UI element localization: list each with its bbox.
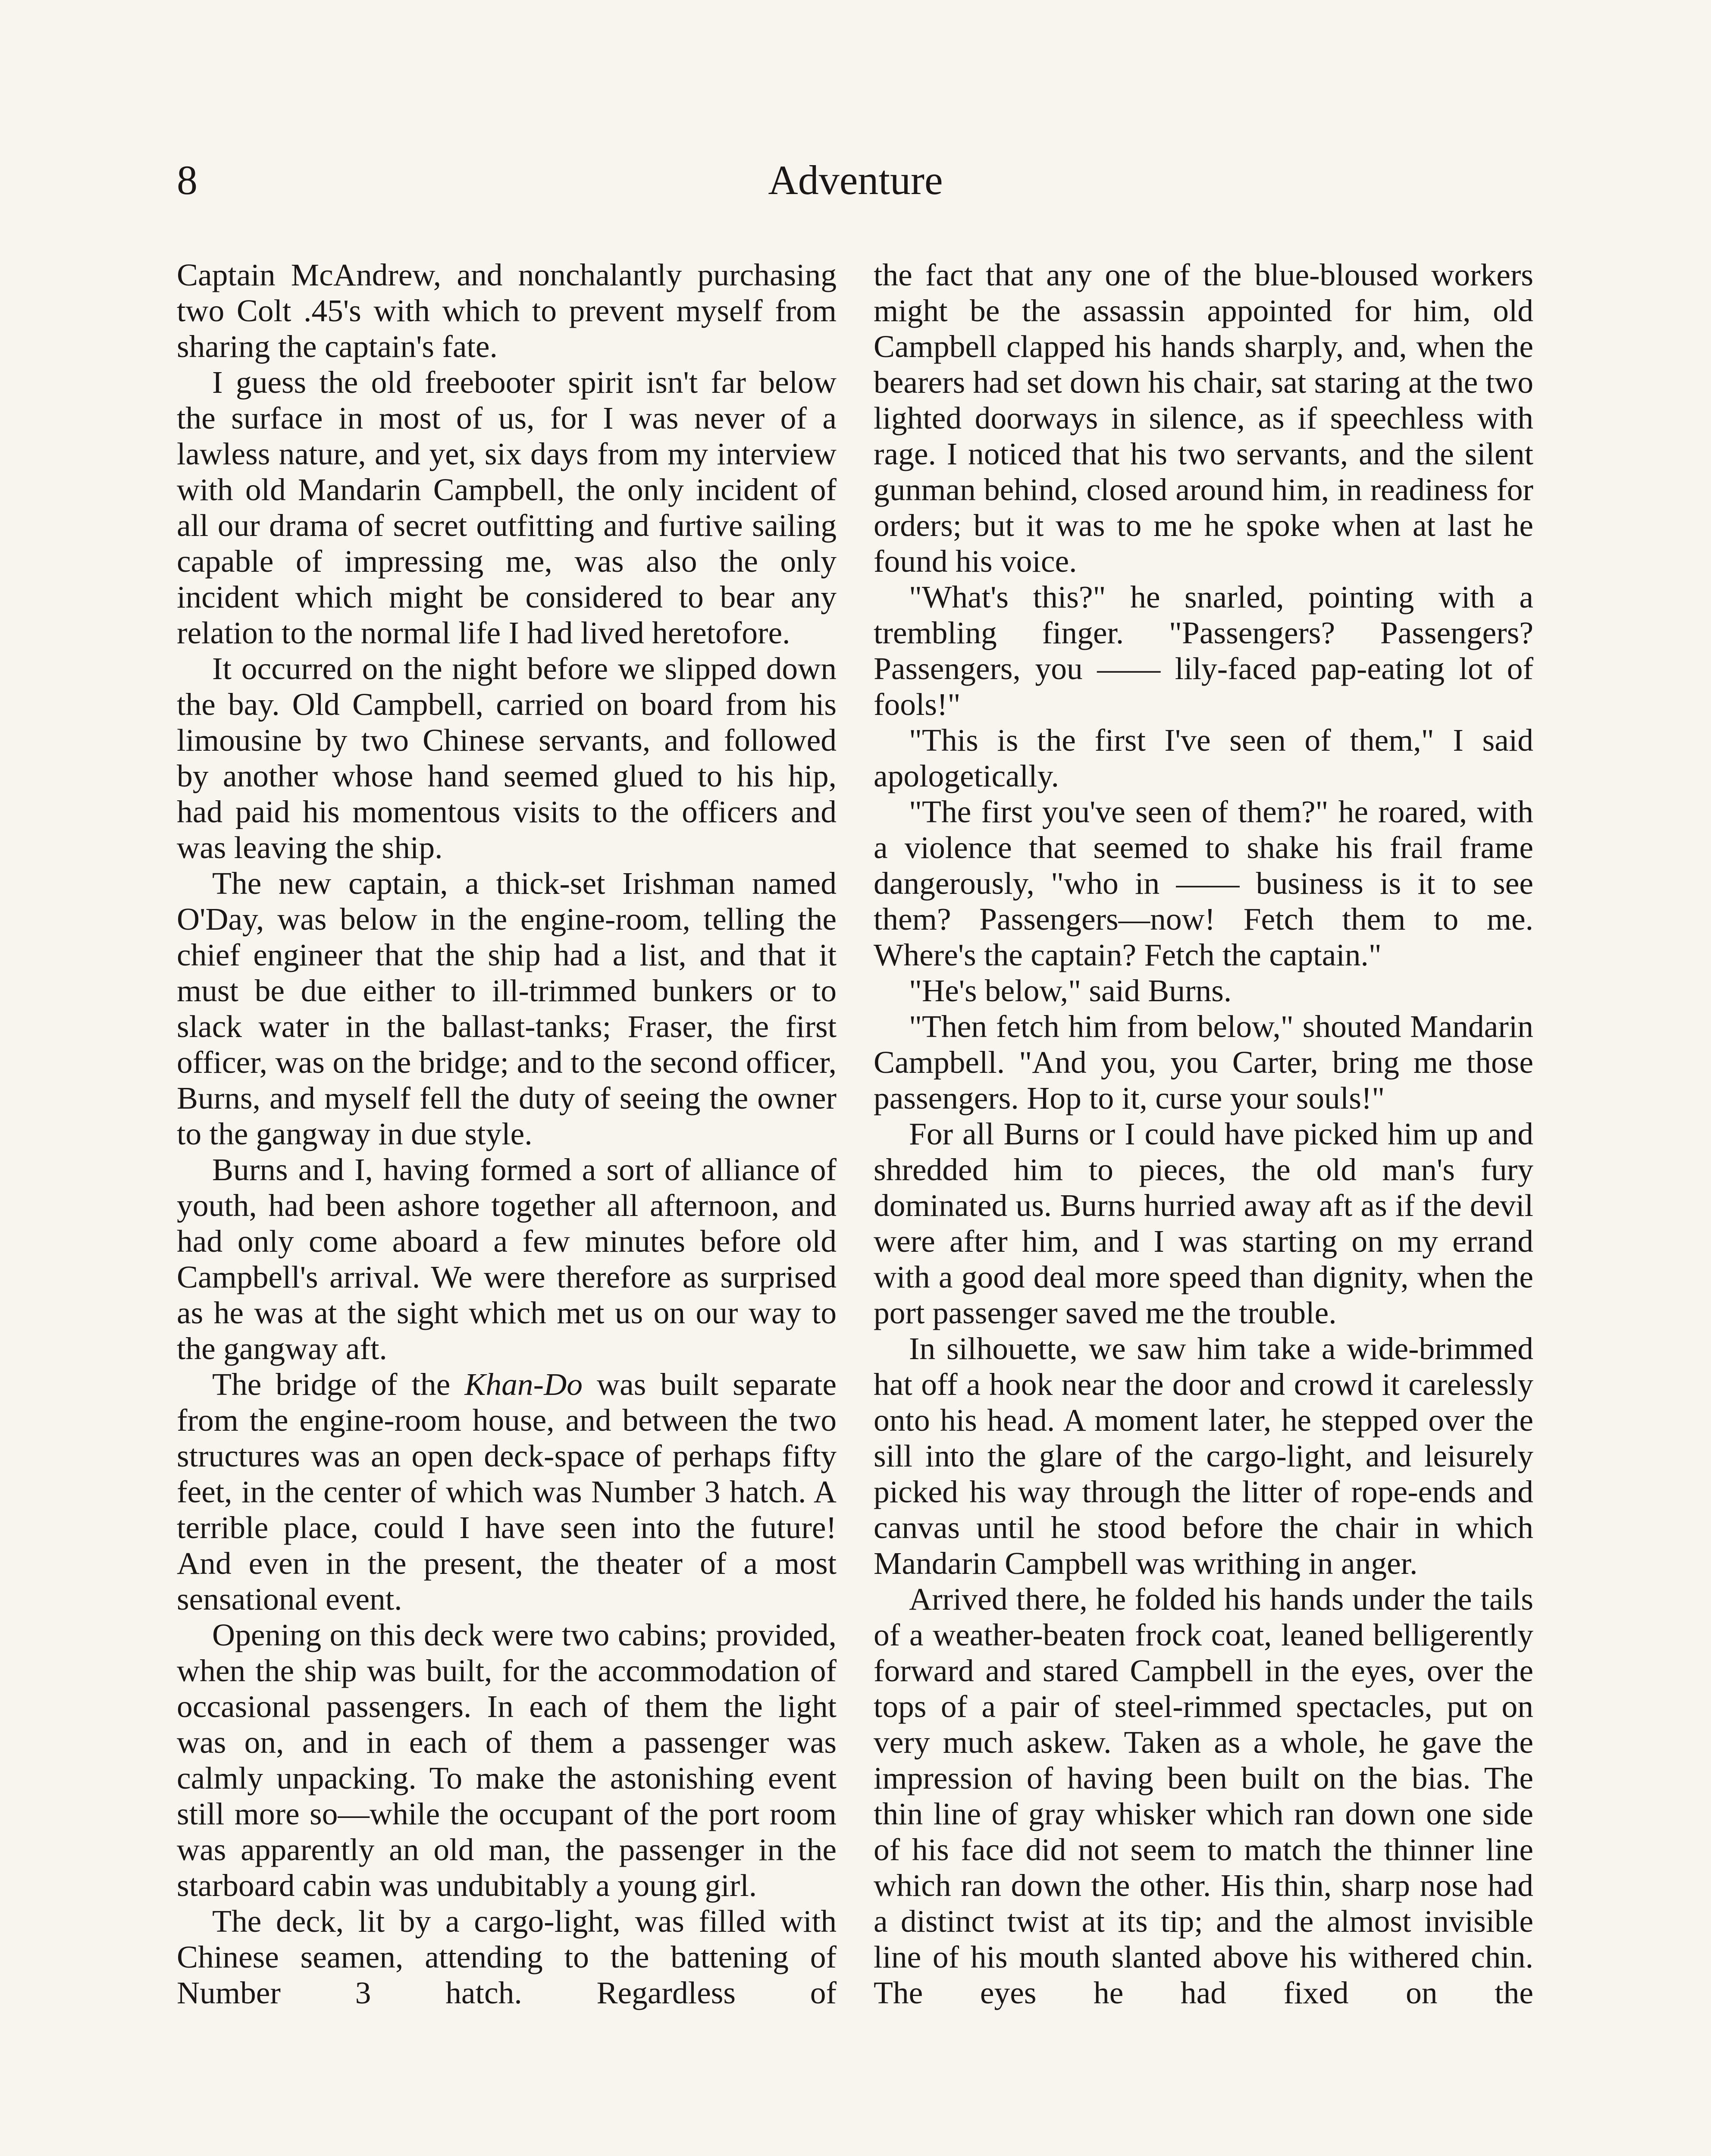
paragraph: "What's this?" he snarled, pointing with a trembling finger. "Passengers? Passengers? Passengers, you —— lily-faced pap-eating lot of fools!" [874,580,1533,722]
page-number: 8 [177,157,197,203]
paragraph: "This is the first I've seen of them," I said apologetically. [874,723,1533,793]
paragraph: I guess the old freebooter spirit isn't far below the surface in most of us, for I was never of a lawless nature, and yet, six days from my interview with old Mandarin Campbell, the only incident of all our drama of secret outfitting and furtive sailing capable of impressing me, was also the only incident which might be considered to bear any relation to the normal life I had lived heretofore. [177,365,837,650]
paragraph: Burns and I, having formed a sort of alliance of youth, had been ashore together all afternoon, and had only come aboard a few minutes before old Campbell's arrival. We were therefore as surprised as he was at the sight which met us on our way to the gangway aft. [177,1152,837,1366]
paragraph: "Then fetch him from below," shouted Mandarin Campbell. "And you, you Carter, bring me those passengers. Hop to it, curse your souls!" [874,1009,1533,1116]
paragraph: "The first you've seen of them?" he roared, with a violence that seemed to shake his frail frame dangerously, "who in —— business is it to see them? Passengers—now! Fetch them to me. Where's the captain? Fetch the captain." [874,794,1533,972]
page-header [0,0,1711,233]
paragraph: For all Burns or I could have picked him up and shredded him to pieces, the old man's fury dominated us. Burns hurried away aft as if the devil were after him, and I was starting on my errand with a good deal more speed than dignity, when the port passenger saved me the trouble. [874,1116,1533,1330]
right-column [874,257,1533,2156]
paragraph: The deck, lit by a cargo-light, was filled with Chinese seamen, attending to the battening of Number 3 hatch. Regardless of [177,1904,837,2010]
left-column [177,257,837,2156]
paragraph [177,1366,837,1617]
paragraph: "He's below," said Burns. [909,973,1232,1008]
paragraph: the fact that any one of the blue-bloused workers might be the assassin appointed for him, old Campbell clapped his hands sharply, and, when the bearers had set down his chair, sat staring at the two lighted doorways in silence, as if speechless with rage. I noticed that his two servants, and the silent gunman behind, closed around him, in readiness for orders; but it was to me he spoke when at last he found his voice. [874,257,1533,579]
paragraph: Arrived there, he folded his hands under the tails of a weather-beaten frock coat, leaned belligerently forward and stared Campbell in the eyes, over the tops of a pair of steel-rimmed spectacles, put on very much askew. Taken as a whole, he gave the impression of having been built on the bias. The thin line of gray whisker which ran down one side of his face did not seem to match the thinner line which ran down the other. His thin, sharp nose had a distinct twist at its tip; and the almost invisible line of his mouth slanted above his withered chin. The eyes he had fixed on the [874,1582,1533,2010]
paragraph-text: was built separate from the engine-room house, and between the two structures was an open deck-space of perhaps fifty feet, in the center of which was Number 3 hatch. A terrible place, could I have seen into the future! And even in the present, the theater of a most sensational event. [177,1367,837,1617]
paragraph: It occurred on the night before we slipped down the bay. Old Campbell, carried on board from his limousine by two Chinese servants, and followed by another whose hand seemed glued to his hip, had paid his momentous visits to the officers and was leaving the ship. [177,651,837,865]
paragraph: The new captain, a thick-set Irishman named O'Day, was below in the engine-room, telling the chief engineer that the ship had a list, and that it must be due either to ill-trimmed bunkers or to slack water in the ballast-tanks; Fraser, the first officer, was on the bridge; and to the second officer, Burns, and myself fell the duty of seeing the owner to the gangway in due style. [177,866,837,1151]
running-title: Adventure [768,157,943,203]
paragraph: Captain McAndrew, and nonchalantly purchasing two Colt .45's with which to prevent myself from sharing the captain's fate. [177,257,837,364]
paragraph-text: The bridge of the [212,1367,465,1402]
paragraph: In silhouette, we saw him take a wide-brimmed hat off a hook near the door and crowd it carelessly onto his head. A moment later, he stepped over the sill into the glare of the cargo-light, and leisurely picked his way through the litter of rope-ends and canvas until he stood before the chair in which Mandarin Campbell was writhing in anger. [874,1331,1533,1581]
ship-name: Khan-Do [464,1367,583,1402]
paragraph: Opening on this deck were two cabins; provided, when the ship was built, for the accommodation of occasional passengers. In each of them the light was on, and in each of them a passenger was calmly unpacking. To make the astonishing event still more so—while the occupant of the port room was apparently an old man, the passenger in the starboard cabin was undubitably a young girl. [177,1617,837,1903]
